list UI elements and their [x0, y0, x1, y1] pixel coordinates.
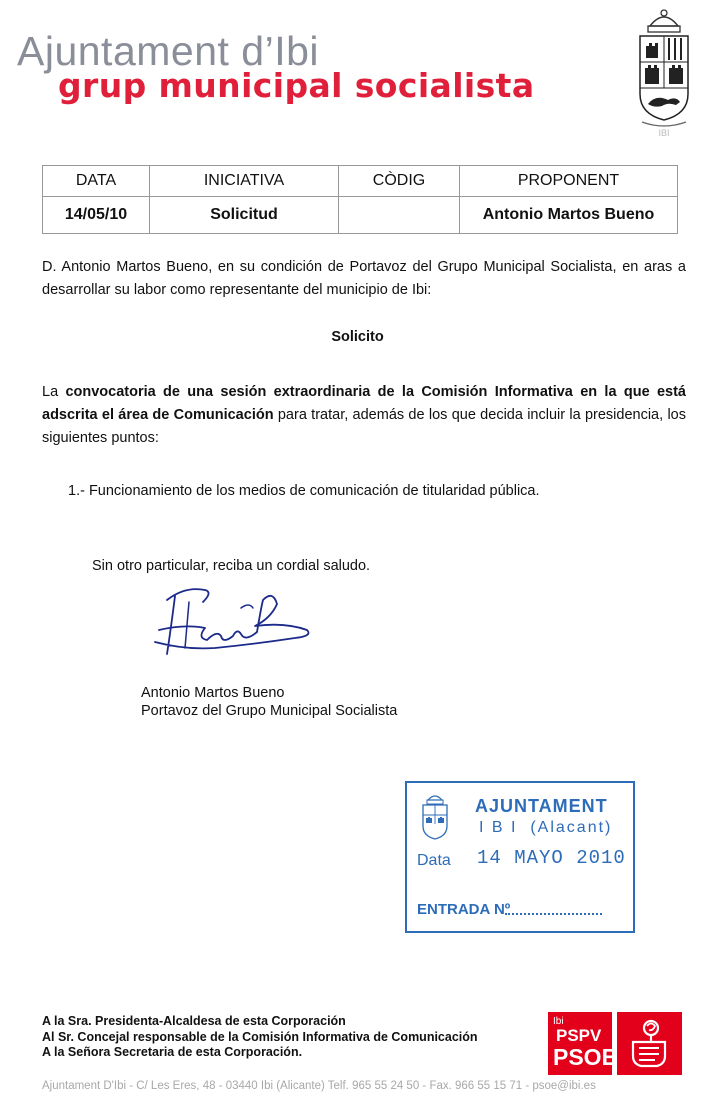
table-cell-date: 14/05/10	[43, 197, 150, 234]
list-item: 1.- Funcionamiento de los medios de comunicación de titularidad pública.	[68, 483, 540, 499]
table-cell-code	[339, 197, 460, 234]
table-header-row	[43, 166, 678, 197]
addressee-3: A la Señora Secretaria de esta Corporación.	[42, 1045, 303, 1059]
table-header-initiative: INICIATIVA	[150, 166, 339, 197]
info-table	[42, 165, 678, 234]
table-header-code: CÒDIG	[339, 166, 460, 197]
intro-paragraph: D. Antonio Martos Bueno, en su condición de Portavoz del Grupo Municipal Socialista, en aras a desarrollar su labor como representante del municipio de Ibi:	[42, 259, 686, 298]
footer-contact-line: Ajuntament D'Ibi - C/ Les Eres, 48 - 03440 Ibi (Alicante) Telf. 965 55 24 50 - Fax. 966 55 15 71 - psoe@ibi.es	[42, 1080, 596, 1092]
stamp-date-label: Data	[417, 852, 451, 869]
stamp-date-value: 14 MAYO 2010	[477, 847, 626, 869]
registry-stamp	[405, 781, 635, 933]
signatory-name: Antonio Martos Bueno	[141, 685, 285, 701]
table-row	[43, 197, 678, 234]
letterhead-title: Ajuntament d’Ibi	[17, 28, 320, 74]
stamp-entry-field	[505, 913, 602, 915]
request-prefix: La	[42, 384, 66, 400]
request-suffix: para tratar, además de los que decida incluir la presidencia, los siguientes puntos:	[42, 407, 686, 446]
stamp-line-1: AJUNTAMENT	[475, 796, 608, 816]
logo-pspv-text: PSPV	[556, 1026, 602, 1045]
addressee-2: Al Sr. Concejal responsable de la Comisión Informativa de Comunicación	[42, 1029, 478, 1044]
ibi-coat-of-arms-icon	[628, 6, 700, 134]
addressee-1: A la Sra. Presidenta-Alcaldesa de esta Corporación	[42, 1014, 346, 1028]
table-header-proponent: PROPONENT	[460, 166, 678, 197]
letterhead-subtitle: grup municipal socialista	[58, 66, 535, 105]
table-header-date: DATA	[43, 166, 150, 197]
table-cell-initiative: Solicitud	[150, 197, 339, 234]
handwritten-signature	[145, 578, 320, 668]
logo-ibi-text: Ibi	[553, 1016, 564, 1027]
request-heading: Solicito	[331, 329, 384, 345]
signatory-role: Portavoz del Grupo Municipal Socialista	[141, 703, 398, 719]
logo-psoe-text: PSOE	[553, 1044, 617, 1070]
fist-and-rose-icon	[617, 1012, 682, 1075]
stamp-line-2: I B I (Alacant)	[479, 819, 613, 836]
stamp-crest-icon	[419, 792, 451, 842]
crest-caption: IBI	[658, 128, 670, 138]
stamp-entry-label: ENTRADA Nº	[417, 901, 511, 918]
table-cell-proponent: Antonio Martos Bueno	[460, 197, 678, 234]
request-paragraph	[42, 381, 686, 450]
pspv-psoe-logo	[548, 1012, 617, 1075]
closing-text: Sin otro particular, reciba un cordial saludo.	[92, 558, 371, 574]
request-bold-text: convocatoria de una sesión extraordinaria de la Comisión Informativa en la que está adscrita el área de Comunicación	[42, 384, 686, 423]
